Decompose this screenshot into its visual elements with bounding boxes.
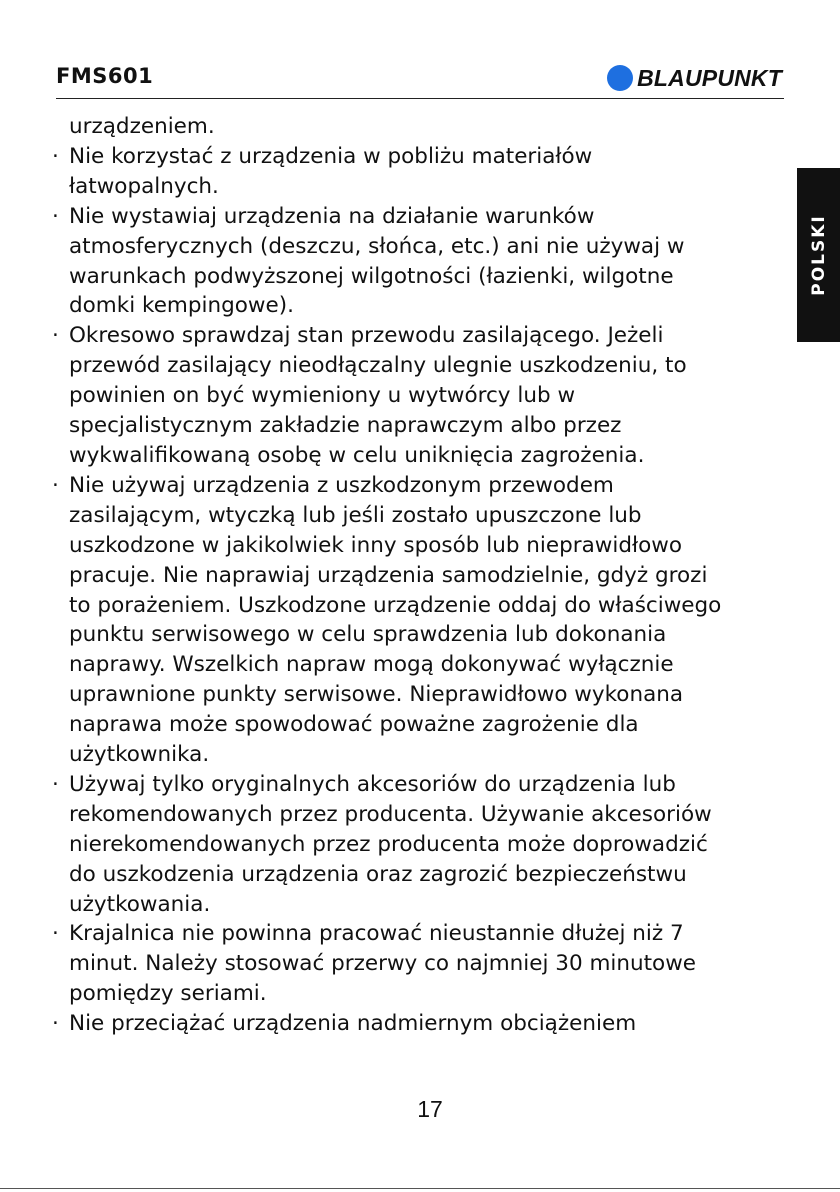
line-text: naprawy. Wszelkich napraw mogą dokonywać wyłącznie — [69, 652, 674, 678]
text-line — [52, 740, 787, 770]
line-text: łatwopalnych. — [69, 173, 219, 199]
list-item-start — [52, 471, 787, 501]
line-text: do uszkodzenia urządzenia oraz zagrozić bezpieczeństwu — [69, 861, 687, 887]
text-line — [52, 291, 787, 321]
line-text: przewód zasilający nieodłączalny ulegnie uszkodzeniu, to — [69, 353, 687, 379]
text-line — [52, 172, 787, 202]
line-text: atmosferycznych (deszczu, słońca, etc.) ani nie używaj w — [69, 233, 685, 259]
line-text: Nie korzystać z urządzenia w pobliżu materiałów — [69, 143, 593, 169]
line-text: pracuje. Nie naprawiaj urządzenia samodzielnie, gdyż grozi — [69, 562, 708, 588]
text-line — [52, 591, 787, 621]
text-line — [52, 979, 787, 1009]
list-item-start — [52, 1009, 787, 1039]
text-line — [52, 351, 787, 381]
bullet-marker: · — [52, 472, 59, 498]
text-line — [52, 441, 787, 471]
line-text: pomiędzy seriami. — [69, 981, 267, 1007]
brand-dot-icon — [607, 65, 633, 91]
line-text: domki kempingowe). — [69, 293, 294, 319]
line-text: Nie wystawiaj urządzenia na działanie warunków — [69, 203, 595, 229]
line-text: zasilającym, wtyczką lub jeśli zostało upuszczone lub — [69, 502, 642, 528]
text-line — [52, 112, 787, 142]
brand-logo — [607, 64, 782, 92]
text-line — [52, 890, 787, 920]
line-text: nierekomendowanych przez producenta może doprowadzić — [69, 831, 708, 857]
text-line — [52, 650, 787, 680]
line-text: powinien on być wymieniony u wytwórcy lub w — [69, 383, 576, 409]
line-text: Nie używaj urządzenia z uszkodzonym przewodem — [69, 472, 614, 498]
line-text: specjalistycznym zakładzie naprawczym albo przez — [69, 413, 622, 439]
line-text: minut. Należy stosować przerwy co najmniej 30 minutowe — [69, 951, 697, 977]
text-line — [52, 561, 787, 591]
text-line — [52, 620, 787, 650]
text-line — [52, 830, 787, 860]
line-text: Krajalnica nie powinna pracować nieustannie dłużej niż 7 — [69, 921, 684, 947]
text-line — [52, 411, 787, 441]
line-text: uprawnione punkty serwisowe. Nieprawidłowo wykonana — [69, 682, 684, 708]
line-text: użytkownika. — [69, 742, 210, 768]
text-line — [52, 800, 787, 830]
line-text: naprawa może spowodować poważne zagrożenie dla — [69, 712, 639, 738]
line-text: rekomendowanych przez producenta. Używanie akcesoriów — [69, 801, 712, 827]
instructions-text — [52, 112, 787, 1039]
list-item-start — [52, 142, 787, 172]
language-tab-label: POLSKI — [808, 214, 829, 296]
list-item-start — [52, 202, 787, 232]
text-line — [52, 860, 787, 890]
line-text: Okresowo sprawdzaj stan przewodu zasilającego. Jeżeli — [69, 323, 664, 349]
text-line — [52, 381, 787, 411]
line-text: Używaj tylko oryginalnych akcesoriów do urządzenia lub — [69, 771, 676, 797]
text-line — [52, 710, 787, 740]
line-text: warunkach podwyższonej wilgotności (łazienki, wilgotne — [69, 263, 674, 289]
language-tab — [797, 168, 840, 342]
line-text: urządzeniem. — [69, 114, 215, 139]
bullet-marker: · — [52, 1011, 59, 1037]
text-line — [52, 949, 787, 979]
bullet-marker: · — [52, 771, 59, 797]
text-line — [52, 531, 787, 561]
list-item-start — [52, 770, 787, 800]
line-text: uszkodzone w jakikolwiek inny sposób lub nieprawidłowo — [69, 532, 683, 558]
text-line — [52, 262, 787, 292]
line-text: to porażeniem. Uszkodzone urządzenie oddaj do właściwego — [69, 592, 722, 618]
bullet-marker: · — [52, 203, 59, 229]
line-text: użytkowania. — [69, 891, 211, 917]
brand-name: BLAUPUNKT — [637, 64, 782, 91]
text-line — [52, 680, 787, 710]
bullet-marker: · — [52, 921, 59, 947]
bullet-marker: · — [52, 143, 59, 169]
text-line — [52, 232, 787, 262]
text-line — [52, 501, 787, 531]
bullet-marker: · — [52, 323, 59, 349]
list-item-start — [52, 919, 787, 949]
model-number: FMS601 — [56, 64, 154, 88]
page-number: 17 — [417, 1096, 443, 1122]
page-header — [56, 58, 784, 99]
bottom-divider — [0, 1188, 840, 1189]
line-text: wykwalifikowaną osobę w celu uniknięcia zagrożenia. — [69, 442, 645, 468]
line-text: punktu serwisowego w celu sprawdzenia lub dokonania — [69, 622, 667, 648]
line-text: Nie przeciążać urządzenia nadmiernym obciążeniem — [69, 1011, 637, 1037]
list-item-start — [52, 321, 787, 351]
